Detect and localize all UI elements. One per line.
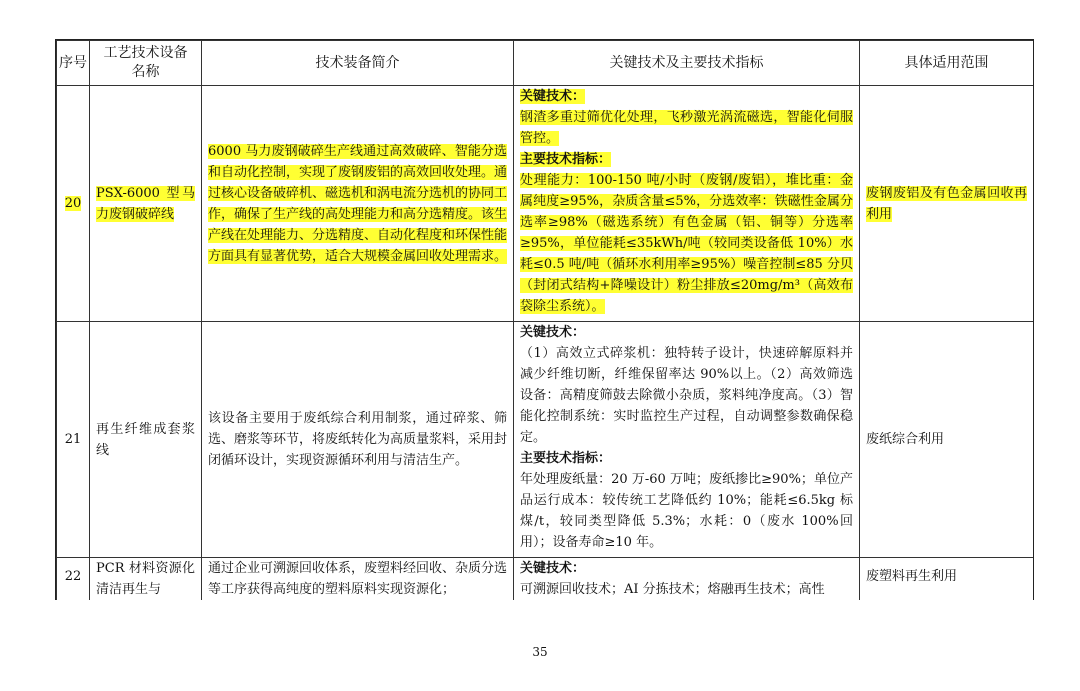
header-key: 关键技术及主要技术指标 (514, 41, 860, 86)
row-key-tech (514, 558, 860, 601)
row-name: PCR 材料资源化清洁再生与 (90, 558, 202, 601)
indicator-text: 年处理废纸量：20 万-60 万吨；废纸掺比≥90%；单位产品运行成本：较传统工艺降低约 10%；能耗≤6.5kg 标煤/t，较同类型降低 5.3%；水耗：0（废水 100%回用）；设备寿命≥10 年。 (520, 472, 853, 550)
table-row (57, 558, 1034, 601)
key-tech-label: 关键技术： (520, 89, 586, 104)
row-number: 20 (57, 86, 90, 322)
header-scope: 具体适用范围 (860, 41, 1034, 86)
row-scope: 废钢废铝及有色金属回收再利用 (860, 86, 1034, 322)
key-tech-label: 关键技术： (520, 561, 586, 576)
key-tech-text: 钢渣多重过筛优化处理，飞秒激光涡流磁选，智能化伺服管控。 (520, 110, 853, 146)
table-header-row (57, 41, 1034, 86)
page-number: 35 (532, 645, 548, 659)
row-description: 通过企业可溯源回收体系，废塑料经回收、杂质分选等工序获得高纯度的塑料原料实现资源化； (202, 558, 514, 601)
indicator-label: 主要技术指标： (520, 451, 612, 466)
row-number: 22 (57, 558, 90, 601)
indicator-text: 处理能力：100-150 吨/小时（废钢/废铝），堆比重：金属纯度≥95%，杂质含量≤5%，分选效率：铁磁性金属分选率≥98%（磁选系统）有色金属（铝、铜等）分选率≥95%，单位能耗≤35kWh/吨（较同类设备低 10%）水耗≤0.5 吨/吨（循环水利用率≥95%）噪音控制≤85 分贝（封闭式结构+降噪设计）粉尘排放≤20mg/m³（高效布袋除尘系统）。 (520, 173, 853, 314)
header-desc: 技术装备简介 (202, 41, 514, 86)
document-table-container (55, 39, 1034, 600)
key-tech-text: （1）高效立式碎浆机：独特转子设计，快速碎解原料并减少纤维切断，纤维保留率达 90%以上。（2）高效筛选设备：高精度筛鼓去除微小杂质，浆料纯净度高。（3）智能化控制系统：实时监控生产过程，自动调整参数确保稳定。 (520, 346, 853, 445)
table-row (57, 86, 1034, 322)
row-description: 6000 马力废钢破碎生产线通过高效破碎、智能分选和自动化控制，实现了废钢废铝的高效回收处理。通过核心设备破碎机、磁选机和涡电流分选机的协同工作，确保了生产线的高处理能力和高分选精度。该生产线在处理能力、分选精度、自动化程度和环保性能方面具有显著优势，适合大规模金属回收处理需求。 (202, 86, 514, 322)
header-name: 工艺技术设备名称 (90, 41, 202, 86)
row-key-tech (514, 322, 860, 558)
tech-equipment-table (56, 40, 1034, 600)
key-tech-text: 可溯源回收技术；AI 分拣技术；熔融再生技术；高性 (520, 582, 825, 597)
row-number: 21 (57, 322, 90, 558)
row-description: 该设备主要用于废纸综合利用制浆，通过碎浆、筛选、磨浆等环节，将废纸转化为高质量浆料，采用封闭循环设计，实现资源循环利用与清洁生产。 (202, 322, 514, 558)
indicator-label: 主要技术指标： (520, 152, 612, 167)
header-no: 序号 (57, 41, 90, 86)
row-key-tech (514, 86, 860, 322)
row-name: 再生纤维成套浆线 (90, 322, 202, 558)
table-row (57, 322, 1034, 558)
row-scope: 废塑料再生利用 (860, 558, 1034, 601)
key-tech-label: 关键技术： (520, 325, 586, 340)
row-name: PSX-6000 型马力废钢破碎线 (90, 86, 202, 322)
row-scope: 废纸综合利用 (860, 322, 1034, 558)
